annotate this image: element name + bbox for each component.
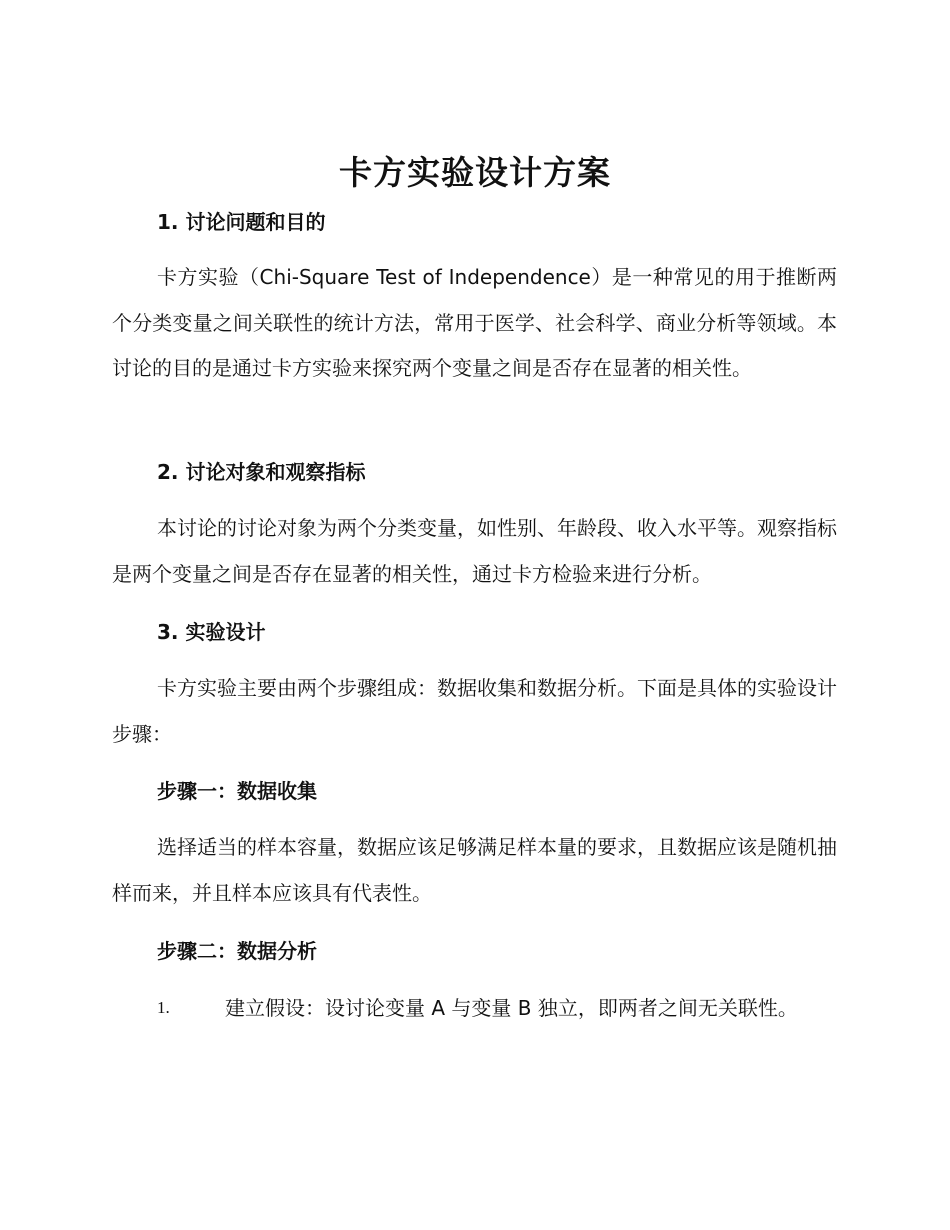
document-title: 卡方实验设计方案 — [339, 153, 611, 192]
section-paragraph-2: 本讨论的讨论对象为两个分类变量，如性别、年龄段、收入水平等。观察指标是两个变量之间是否存在显著的相关性，通过卡方检验来进行分析。 — [112, 516, 837, 586]
step-paragraph-1: 选择适当的样本容量，数据应该足够满足样本量的要求，且数据应该是随机抽样而来，并且样本应该具有代表性。 — [112, 835, 837, 905]
section-heading-2: 2. 讨论对象和观察指标 — [157, 460, 366, 484]
step-heading-2: 步骤二：数据分析 — [157, 939, 317, 963]
section-paragraph-3: 卡方实验主要由两个步骤组成：数据收集和数据分析。下面是具体的实验设计步骤： — [112, 676, 837, 746]
section-paragraph-1: 卡方实验（Chi-Square Test of Independence）是一种常见的用于推断两个分类变量之间关联性的统计方法，常用于医学、社会科学、商业分析等领域。本讨论的目的是通过卡方实验来探究两个变量之间是否存在显著的相关性。 — [112, 265, 837, 380]
section-heading-1: 1. 讨论问题和目的 — [157, 210, 326, 234]
section-heading-3: 3. 实验设计 — [157, 620, 266, 644]
step-heading-1: 步骤一：数据收集 — [157, 779, 317, 803]
list-item-number: 1. — [157, 998, 170, 1017]
list-item-text: 建立假设：设讨论变量 A 与变量 B 独立，即两者之间无关联性。 — [225, 996, 798, 1020]
